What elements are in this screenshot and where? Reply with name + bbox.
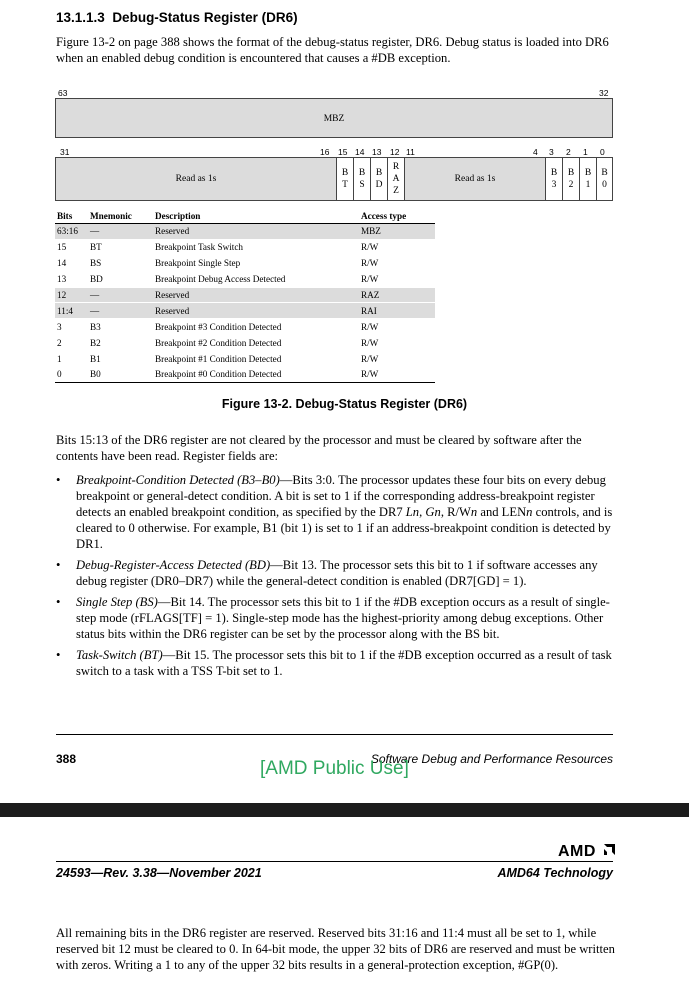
- bit-label-31: 31: [60, 147, 70, 157]
- field-b0: B 0: [596, 158, 612, 200]
- footer-rule: [56, 734, 613, 735]
- classification-label: [AMD Public Use]: [260, 758, 409, 779]
- register-lower: [55, 157, 613, 201]
- bit-label-0: 0: [600, 147, 605, 157]
- footer-title: Software Debug and Performance Resources: [370, 752, 613, 766]
- table-row: 2 B2 Breakpoint #2 Condition Detected R/W: [55, 335, 435, 351]
- header-rule: [56, 861, 613, 862]
- table-row: 14 BS Breakpoint Single Step R/W: [55, 255, 435, 271]
- mbz-label: MBZ: [323, 114, 345, 124]
- doc-revision: 24593—Rev. 3.38—November 2021: [56, 866, 262, 880]
- figure-caption: Figure 13-2. Debug-Status Register (DR6): [221, 397, 468, 411]
- list-item: • Task-Switch (BT)—Bit 15. The processor sets this bit to 1 if the #DB exception occurred as a result of task switch to a task with a TSS T-bit set to 1.: [56, 647, 616, 679]
- bit-label-15: 15: [338, 147, 348, 157]
- bit-label-13: 13: [372, 147, 382, 157]
- bit-label-3: 3: [549, 147, 554, 157]
- table-row: 3 B3 Breakpoint #3 Condition Detected R/W: [55, 319, 435, 335]
- field-b2: B 2: [562, 158, 579, 200]
- section-title: Debug-Status Register (DR6): [112, 10, 298, 25]
- field-bt: B T: [336, 158, 353, 200]
- reserved-bits-paragraph: All remaining bits in the DR6 register are reserved. Reserved bits 31:16 and 11:4 must all be set to 1, while reserved bit 12 must be cleared to 0. In 64-bit mode, the upper 32 bits of DR6 are reserved and must be written with zeros. Writing a 1 to any of the upper 32 bits results in a general-protection exception, #GP(0).: [56, 926, 615, 972]
- table-row: 15 BT Breakpoint Task Switch R/W: [55, 239, 435, 255]
- list-item: • Debug-Register-Access Detected (BD)—Bit 13. The processor sets this bit to 1 if software accesses any debug register (DR0–DR7) while the general-detect condition is enabled (DR7[GD] = 1).: [56, 557, 616, 589]
- bit-label-32: 32: [599, 88, 609, 98]
- table-row: 13 BD Breakpoint Debug Access Detected R/W: [55, 271, 435, 287]
- field-bs: B S: [353, 158, 370, 200]
- page-number: 388: [56, 752, 77, 766]
- col-header-bits: Bits: [57, 211, 73, 221]
- field-read-as-1s-lower: Read as 1s: [404, 158, 545, 200]
- field-b1: B 1: [579, 158, 596, 200]
- bit-label-12: 12: [390, 147, 400, 157]
- fields-intro-paragraph: Bits 15:13 of the DR6 register are not cleared by the processor and must be cleared by software after the contents have been read. Register fields are:: [56, 433, 582, 463]
- page-separator: [0, 803, 689, 817]
- section-heading: [56, 10, 298, 25]
- col-header-access: Access type: [361, 211, 407, 221]
- field-b3: B 3: [545, 158, 562, 200]
- amd-arrow-icon: [601, 844, 615, 858]
- table-row: 11:4 — Reserved RAI: [55, 303, 435, 319]
- amd-logo: AMD: [558, 843, 615, 861]
- bit-label-16: 16: [320, 147, 330, 157]
- col-header-mnemonic: Mnemonic: [90, 211, 132, 221]
- intro-paragraph: Figure 13-2 on page 388 shows the format of the debug-status register, DR6. Debug status is loaded into DR6 when an enabled debug condition is encountered that causes a #DB exception.: [56, 35, 609, 65]
- doc-title: AMD64 Technology: [497, 866, 613, 880]
- table-row: 63:16 — Reserved MBZ: [55, 224, 435, 240]
- field-raz: R A Z: [387, 158, 404, 200]
- col-header-description: Description: [155, 211, 201, 221]
- bit-label-1: 1: [583, 147, 588, 157]
- register-upper-mbz: [55, 98, 613, 138]
- bit-table: [55, 209, 435, 383]
- field-read-as-1s-upper: Read as 1s: [56, 158, 336, 200]
- table-header-row: [55, 209, 435, 224]
- bit-label-2: 2: [566, 147, 571, 157]
- bit-label-4: 4: [533, 147, 538, 157]
- table-row: 12 — Reserved RAZ: [55, 287, 435, 303]
- bit-label-11: 11: [406, 147, 415, 157]
- table-row: 0 B0 Breakpoint #0 Condition Detected R/W: [55, 367, 435, 383]
- list-item: • Single Step (BS)—Bit 14. The processor sets this bit to 1 if the #DB exception occurs as a result of single-step mode (rFLAGS[TF] = 1). Single-step mode has the highest-priority among debug exceptions. Other status bits within the DR6 register can be set by the processor along with the BS bit.: [56, 594, 616, 642]
- field-bullet-list: [56, 472, 616, 684]
- list-item: • Breakpoint-Condition Detected (B3–B0)—Bits 3:0. The processor updates these four bits on every debug breakpoint or general-detect condition. A bit is set to 1 if the corresponding address-breakpoint register detects an enabled breakpoint condition, as specified by the DR7 Ln, Gn, R/Wn and LENn controls, and is cleared to 0 otherwise. For example, B1 (bit 1) is set to 1 if an address-breakpoint condition is detected by DR1.: [56, 472, 616, 552]
- table-row: 1 B1 Breakpoint #1 Condition Detected R/W: [55, 351, 435, 367]
- bit-label-63: 63: [58, 88, 68, 98]
- section-number: 13.1.1.3: [56, 10, 105, 25]
- field-bd: B D: [370, 158, 387, 200]
- bit-label-14: 14: [355, 147, 365, 157]
